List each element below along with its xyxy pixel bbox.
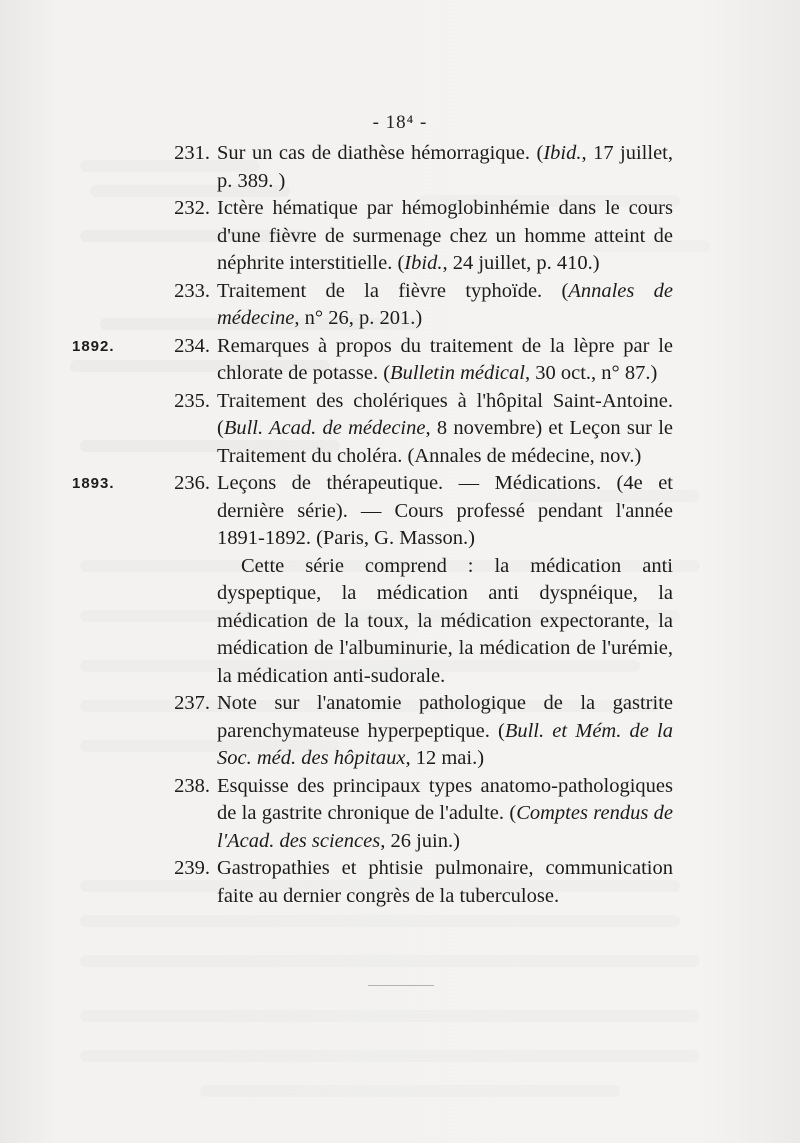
entry-text <box>217 195 673 278</box>
entry-number: 236. <box>174 472 210 494</box>
entry-text-tail: , n° 26, p. 201.) <box>294 307 423 329</box>
page-number: - 18⁴ - <box>372 112 428 133</box>
entry-text-tail: , 12 mai.) <box>405 747 485 769</box>
bibliography-list <box>0 140 800 910</box>
entry-number: 231. <box>174 142 210 164</box>
entry-text <box>217 773 673 856</box>
bibliography-entry <box>72 470 673 690</box>
entry-text-main: Leçons de thérapeutique. — Médications. (4e et dernière série). — Cours professé pendant l'année 1891-1892. (Paris, G. Masson.) <box>217 472 673 549</box>
entry-reference: Bulletin médical <box>390 362 525 384</box>
bleed-through-line <box>80 1050 700 1062</box>
bibliography-entry <box>174 773 673 856</box>
entry-number: 237. <box>174 692 210 714</box>
entry-text <box>217 855 673 910</box>
entry-text <box>217 470 673 553</box>
entry-text <box>217 278 673 333</box>
bibliography-entry <box>72 333 673 388</box>
entry-reference: Comptes rendus de l'Acad. des sciences <box>217 802 673 852</box>
entry-text <box>217 690 673 773</box>
entry-text <box>217 140 673 195</box>
entry-text-main: Ictère hématique par hémoglobinhémie dans le cours d'une fièvre de surmenage chez un homme atteint de néphrite interstitielle. ( <box>217 197 673 274</box>
bleed-through-rule <box>368 985 434 986</box>
year-label: 1893. <box>72 475 115 492</box>
bibliography-entry <box>174 140 673 195</box>
entry-number: 234. <box>174 334 210 357</box>
entry-text-tail: , 26 juin.) <box>380 829 460 852</box>
bibliography-entry <box>174 388 673 471</box>
entry-text-tail: , 8 novembre) et Leçon sur le Traitement du choléra. (Annales de médecine, nov.) <box>217 417 673 467</box>
entry-text <box>217 333 673 388</box>
bibliography-entry <box>174 195 673 278</box>
entry-number: 235. <box>174 389 210 412</box>
entry-text <box>217 388 673 471</box>
year-label: 1892. <box>72 337 115 355</box>
bibliography-entry <box>174 855 673 910</box>
entry-text-tail: , 30 oct., n° 87.) <box>524 362 658 384</box>
entry-text-tail: , 24 juillet, p. 410.) <box>442 252 600 274</box>
entry-text-main: Note sur l'anatomie pathologique de la gastrite parenchymateuse hyperpeptique. ( <box>217 692 673 742</box>
entry-text-main: Gastropathies et phtisie pulmonaire, communication faite au dernier congrès de la tuberculose. <box>217 857 673 907</box>
entry-text-main: Sur un cas de diathèse hémorragique. ( <box>217 142 544 164</box>
entry-number: 239. <box>174 857 210 879</box>
entry-reference: Bull. Acad. de médecine <box>223 417 426 439</box>
entry-reference: Ibid. <box>404 252 443 274</box>
entry-text-tail: , 17 juillet, p. 389. ) <box>217 142 673 192</box>
entry-number: 238. <box>174 774 210 797</box>
entry-text-main: Traitement de la fièvre typhoïde. ( <box>217 279 569 302</box>
bleed-through-line <box>200 1085 620 1097</box>
entry-text-main: Traitement des cholériques à l'hôpital Saint-Antoine. ( <box>217 389 673 439</box>
entry-reference: Bull. et Mém. de la Soc. méd. des hôpitaux <box>217 719 673 769</box>
bibliography-entry <box>174 690 673 773</box>
entry-reference: Ibid. <box>543 142 582 164</box>
bleed-through-line <box>80 955 700 967</box>
bleed-through-line <box>80 1010 700 1022</box>
entry-number: 233. <box>174 279 210 302</box>
entry-text-main: Esquisse des principaux types anatomo-pathologiques de la gastrite chronique de l'adulte. ( <box>217 774 673 824</box>
bleed-through-line <box>80 915 680 927</box>
entry-note: Cette série comprend : la médication anti dyspeptique, la médication anti dyspnéique, la médication de la toux, la médication expectorante, la médication de l'albuminurie, la médication de l'urémie, la médication anti-sudorale. <box>217 554 673 687</box>
entry-number: 232. <box>174 197 210 219</box>
entry-reference: Annales de médecine <box>217 279 673 329</box>
bibliography-entry <box>174 278 673 333</box>
entry-text-main: Remarques à propos du traitement de la lèpre par le chlorate de potasse. ( <box>217 334 673 384</box>
